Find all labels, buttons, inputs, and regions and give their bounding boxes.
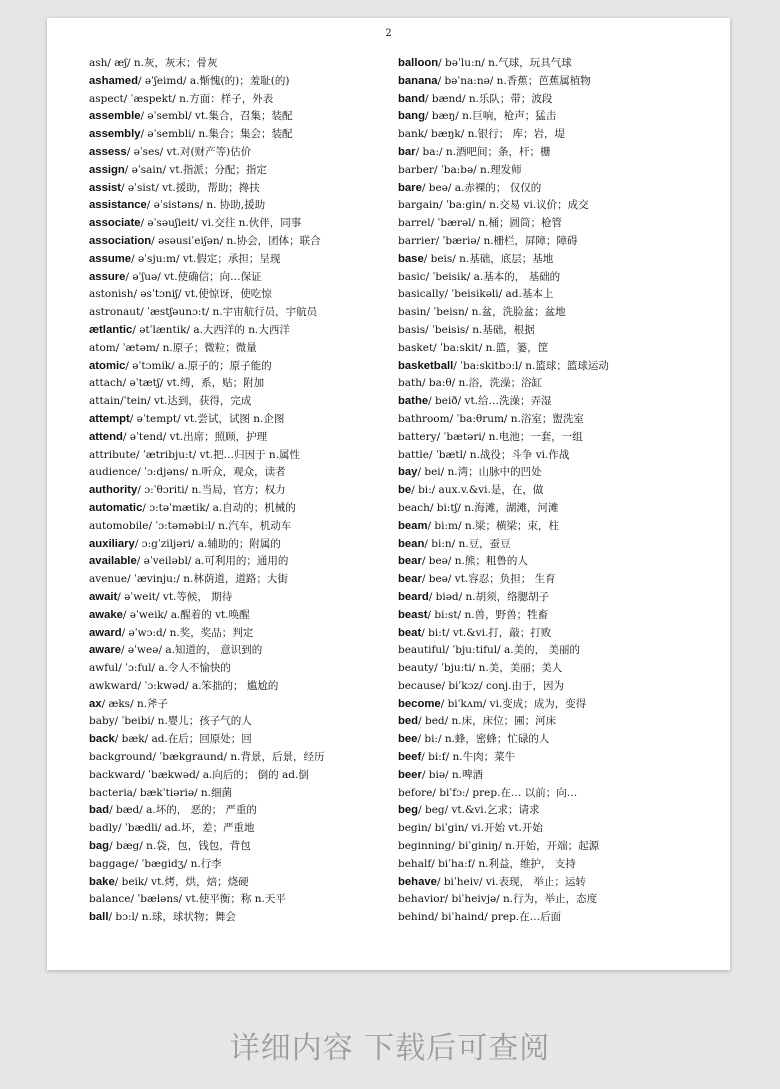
vocab-definition: / beið/ vt.给…洗澡；弄湿	[428, 395, 552, 408]
vocab-definition: / bi:st/ n.兽，野兽；牲畜	[427, 608, 549, 621]
vocab-entry	[398, 820, 718, 838]
vocab-definition: / bi:m/ n.梁；横梁；束，柱	[427, 519, 559, 532]
vocab-entry	[398, 464, 718, 482]
vocab-word: assistance	[89, 199, 147, 212]
vocab-word: assemble	[89, 110, 141, 123]
vocab-definition: / beg/ vt.&vi.乞求；请求	[418, 804, 540, 817]
vocab-definition: / əˈtempt/ vt.尝试，试图 n.企图	[129, 412, 285, 425]
vocab-entry	[89, 162, 389, 180]
vocab-entry	[398, 500, 718, 518]
vocab-word: assess	[89, 145, 127, 158]
vocab-entry	[398, 411, 718, 429]
vocab-word: behavior	[398, 893, 445, 906]
vocab-entry	[89, 802, 389, 820]
vocab-entry	[398, 731, 718, 749]
vocab-entry	[89, 696, 389, 714]
vocab-word: beer	[398, 768, 422, 781]
vocab-definition: / ˈbæləns/ vt.使平衡；称 n.天平	[130, 893, 286, 906]
vocab-entry	[89, 642, 389, 660]
vocab-word: behind	[398, 911, 435, 924]
vocab-entry	[398, 785, 718, 803]
vocab-word: bean	[398, 537, 425, 550]
vocab-word: assist	[89, 181, 122, 194]
vocab-word: astonish	[89, 288, 134, 301]
vocab-word: ash	[89, 57, 108, 69]
vocab-entry	[398, 749, 718, 767]
vocab-word: beach	[398, 501, 430, 514]
vocab-word: backward	[89, 768, 142, 781]
vocab-entry	[398, 393, 718, 411]
vocab-entry	[398, 518, 718, 536]
vocab-definition: / ˈɔ:kwəd/ a.笨拙的； 尴尬的	[137, 679, 279, 692]
vocab-word: award	[89, 626, 122, 639]
vocab-definition: / ɔ:ˈθɔriti/ n.当局，官方；权力	[137, 484, 286, 497]
vocab-word: beauty	[398, 662, 435, 675]
vocab-definition: / biˈhaind/ prep.在…后面	[434, 911, 562, 924]
vocab-entry	[89, 536, 389, 554]
vocab-definition: / bækˈtiəriə/ n.细菌	[132, 786, 233, 799]
vocab-word: await	[89, 590, 118, 603]
vocab-word: badly	[89, 822, 118, 835]
vocab-entry	[89, 874, 389, 892]
vocab-definition: / biˈheiv/ vi.表现， 举止；运转	[436, 875, 586, 888]
vocab-entry	[398, 73, 718, 91]
vocab-definition: / bəˈlu:n/ n.气球，玩具气球	[438, 57, 572, 69]
vocab-entry	[89, 180, 389, 198]
vocab-entry	[398, 55, 718, 73]
vocab-entry	[89, 785, 389, 803]
vocab-definition: / æʃ/ n.灰，灰末；骨灰	[107, 57, 218, 69]
vocab-word: battle	[398, 448, 429, 461]
vocab-definition: / əˈveiləbl/ a.可利用的；通用的	[136, 555, 289, 568]
vocab-word: attach	[89, 377, 123, 390]
vocab-entry	[398, 678, 718, 696]
vocab-word: become	[398, 697, 441, 710]
vocab-definition: / əsˈtɔniʃ/ vt.使惊讶，使吃惊	[133, 288, 272, 301]
vocab-word: balance	[89, 893, 131, 906]
vocab-definition: / ˈæstʃəunɔ:t/ n.宇宙航行员，宇航员	[140, 306, 318, 319]
vocab-definition: / əˈtɔmik/ a.原子的；原子能的	[125, 359, 272, 372]
vocab-entry	[89, 144, 389, 162]
vocab-entry	[398, 358, 718, 376]
vocab-definition: / ˈba:bə/ n.理发师	[433, 163, 522, 176]
vocab-entry	[89, 447, 389, 465]
vocab-definition: / bi:tʃ/ n.海滩，湖滩，河滩	[429, 501, 559, 514]
vocab-definition: / biˈkɔz/ conj.由于，因为	[441, 679, 565, 692]
vocab-definition: / bi:f/ n.牛肉；菜牛	[421, 751, 516, 764]
vocab-word: beast	[398, 608, 428, 621]
vocab-word: assembly	[89, 128, 141, 141]
vocab-entry	[89, 607, 389, 625]
vocab-definition: / biˈgin/ vi.开始 vt.开始	[427, 822, 543, 835]
vocab-definition: / bi:/ n.蜂，密蜂；忙碌的人	[417, 733, 550, 746]
vocab-definition: / beik/ vt.烤，烘，焙；烧硬	[114, 875, 249, 888]
vocab-entry	[398, 589, 718, 607]
vocab-definition: / ˈbæriə/ n.栅栏，屏障；障碍	[435, 234, 578, 247]
vocab-definition: / ˈɔ:ful/ a.令人不愉快的	[118, 662, 231, 675]
vocab-word: awful	[89, 662, 119, 675]
vocab-definition: / biəd/ n.胡须，络腮胡子	[428, 590, 550, 603]
vocab-definition: / əˈsju:m/ vt.假定；承担；呈现	[131, 252, 281, 265]
vocab-entry	[398, 625, 718, 643]
vocab-word: barrier	[398, 234, 436, 247]
vocab-definition: / əˈwɔ:d/ n.奖，奖品；判定	[121, 626, 254, 639]
vocab-word: ax	[89, 697, 102, 710]
vocab-entry	[398, 144, 718, 162]
vocab-word: bag	[89, 840, 110, 853]
vocab-definition: / ˈætribju:t/ vt.把…归因于 n.属性	[136, 448, 301, 461]
vocab-entry	[398, 180, 718, 198]
vocab-word: begin	[398, 822, 428, 835]
vocab-entry	[89, 678, 389, 696]
vocab-word: avenue	[89, 573, 128, 586]
vocab-word: behalf	[398, 857, 432, 870]
vocab-entry	[89, 589, 389, 607]
vocab-word: bathroom	[398, 412, 450, 425]
vocab-entry	[89, 286, 389, 304]
vocab-definition: / əˈsistəns/ n. 协助,援助	[146, 199, 266, 212]
vocab-word: bar	[398, 145, 416, 158]
vocab-definition: / ba:θ/ n.浴，洗澡；浴缸	[421, 377, 543, 390]
vocab-definition: / biˈheivjə/ n.行为，举止，态度	[444, 893, 598, 906]
vocab-definition: / əˈweik/ a.醒着的 vt.唤醒	[122, 608, 250, 621]
vocab-definition: / əˈweit/ vt.等候， 期待	[117, 590, 233, 603]
vocab-word: bacteria	[89, 786, 133, 799]
vocab-word: bang	[398, 110, 425, 123]
vocab-word: bargain	[398, 199, 440, 212]
vocab-word: behave	[398, 875, 437, 888]
vocab-word: atom	[89, 341, 116, 354]
vocab-word: beg	[398, 804, 419, 817]
vocab-entry	[398, 304, 718, 322]
vocab-entry	[398, 891, 718, 909]
vocab-definition: / əˈʃeimd/ a.惭愧(的)；羞耻(的)	[137, 74, 290, 87]
vocab-definition: / ˈba:gin/ n.交易 vi.议价；成交	[439, 199, 589, 212]
vocab-word: ashamed	[89, 74, 138, 87]
vocab-entry	[398, 429, 718, 447]
vocab-definition: / beis/ n.基础，底层；基地	[423, 252, 554, 265]
vocab-definition: / ˈbætl/ n.战役；斗争 vi.作战	[429, 448, 570, 461]
vocab-entry	[398, 233, 718, 251]
vocab-definition: / əˈʃuə/ vt.使确信；向…保证	[125, 270, 262, 283]
vocab-word: bake	[89, 875, 115, 888]
vocab-entry	[398, 607, 718, 625]
vocab-entry	[89, 767, 389, 785]
vocab-definition: / əˈsembli/ n.集合；集会；装配	[140, 128, 293, 141]
vocab-entry	[89, 340, 389, 358]
vocab-entry	[89, 251, 389, 269]
vocab-entry	[398, 126, 718, 144]
vocab-word: beat	[398, 626, 422, 639]
vocab-word: ball	[89, 911, 109, 924]
vocab-word: bad	[89, 804, 110, 817]
vocab-entry	[398, 91, 718, 109]
vocab-entry	[89, 891, 389, 909]
vocab-word: baggage	[89, 857, 135, 870]
vocab-definition: / ˈbækgraund/ n.背景，后景，经历	[152, 751, 325, 764]
vocab-definition: / əˈsist/ vt.援助，帮助；搀扶	[121, 181, 260, 194]
vocab-entry	[89, 856, 389, 874]
vocab-word: background	[89, 751, 153, 764]
vocab-definition: / əˈtætʃ/ vt.缚，系，贴；附加	[122, 377, 265, 390]
vocab-entry	[89, 713, 389, 731]
vocab-word: baby	[89, 715, 115, 728]
vocab-definition: / beə/ a.赤裸的； 仅仅的	[421, 181, 542, 194]
vocab-word: basically	[398, 288, 445, 301]
vocab-entry	[89, 393, 389, 411]
vocab-word: association	[89, 234, 152, 247]
vocab-word: barber	[398, 163, 434, 176]
vocab-definition: / ˈɔ:təməbi:l/ n.汽车，机动车	[148, 519, 292, 532]
vocab-word: bed	[398, 715, 419, 728]
vocab-definition: / əˈses/ vt.对(财产等)估价	[126, 145, 252, 158]
vocab-definition: / ba:/ n.酒吧间；条，杆；栅	[415, 145, 551, 158]
vocab-definition: / ˈbeibi/ n.婴儿；孩子气的人	[114, 715, 252, 728]
vocab-word: bay	[398, 466, 418, 479]
vocab-word: bare	[398, 181, 422, 194]
right-column	[398, 55, 718, 927]
vocab-definition: / ˈbætəri/ n.电池；一套，一组	[436, 430, 583, 443]
vocab-definition: / biˈkʌm/ vi.变成；成为，变得	[440, 697, 587, 710]
vocab-word: bee	[398, 733, 418, 746]
vocab-definition: / æks/ n.斧子	[101, 697, 169, 710]
vocab-word: automatic	[89, 501, 143, 514]
vocab-definition: / bɔ:l/ n.球，球状物；舞会	[108, 911, 236, 924]
vocab-word: basin	[398, 306, 427, 319]
vocab-word: barrel	[398, 217, 431, 230]
vocab-entry	[398, 286, 718, 304]
vocab-entry	[89, 197, 389, 215]
vocab-entry	[398, 713, 718, 731]
vocab-definition: / bæŋk/ n.银行； 库；岩，堤	[424, 128, 566, 141]
vocab-entry	[398, 162, 718, 180]
vocab-word: attend	[89, 430, 123, 443]
vocab-definition: / biˈha:f/ n.利益，维护， 支持	[431, 857, 576, 870]
vocab-entry	[398, 269, 718, 287]
vocab-word: banana	[398, 74, 438, 87]
vocab-definition: / bei/ n.湾；山脉中的凹处	[417, 466, 542, 479]
vocab-word: audience	[89, 466, 138, 479]
vocab-entry	[398, 197, 718, 215]
vocab-entry	[89, 322, 389, 340]
vocab-entry	[398, 838, 718, 856]
vocab-entry	[398, 340, 718, 358]
vocab-word: aspect	[89, 92, 124, 105]
vocab-entry	[89, 215, 389, 233]
vocab-word: assign	[89, 163, 125, 176]
vocab-definition: / biə/ n.啤酒	[421, 768, 484, 781]
vocab-entry	[89, 411, 389, 429]
vocab-definition: /ˈtein/ vt.达到，获得，完成	[120, 395, 252, 408]
vocab-entry	[398, 482, 718, 500]
vocab-entry	[89, 820, 389, 838]
vocab-entry	[89, 518, 389, 536]
vocab-definition: / əˈsembl/ vt.集合，召集；装配	[140, 110, 293, 123]
vocab-entry	[89, 233, 389, 251]
vocab-word: bath	[398, 377, 422, 390]
vocab-definition: / ətˈlæntik/ a.大西洋的 n.大西洋	[132, 323, 290, 336]
vocab-word: basic	[398, 270, 426, 283]
vocab-word: because	[398, 679, 442, 692]
vocab-entry	[89, 482, 389, 500]
vocab-definition: / əsəusiˈeiʃən/ n.协会，团体；联合	[151, 234, 321, 247]
vocab-word: basketball	[398, 359, 454, 372]
vocab-definition: / əˈsəuʃieit/ vi.交往 n.伙伴，同事	[140, 217, 302, 230]
vocab-entry	[398, 251, 718, 269]
vocab-word: associate	[89, 217, 141, 230]
vocab-entry	[398, 802, 718, 820]
vocab-word: base	[398, 252, 424, 265]
vocab-word: aware	[89, 644, 122, 657]
vocab-definition: / ˈba:skitbɔ:l/ n.篮球；篮球运动	[453, 359, 609, 372]
vocab-definition: / bæg/ n.袋，包，钱包，背包	[109, 840, 251, 853]
vocab-definition: / bi:n/ n.豆，蚕豆	[424, 537, 511, 550]
vocab-entry	[89, 553, 389, 571]
vocab-word: astronaut	[89, 306, 141, 319]
vocab-definition: / ˈɔ:djəns/ n.听众，观众，读者	[137, 466, 286, 479]
vocab-entry	[398, 856, 718, 874]
vocab-word: attempt	[89, 412, 130, 425]
vocab-definition: / ˈba:skit/ n.篮，篓，筐	[433, 341, 549, 354]
vocab-word: band	[398, 92, 425, 105]
vocab-entry	[398, 660, 718, 678]
vocab-definition: / bed/ n.床，床位；圃；河床	[418, 715, 557, 728]
vocab-entry	[398, 375, 718, 393]
vocab-word: attain	[89, 395, 121, 408]
vocab-definition: / ɔ:təˈmætik/ a.自动的；机械的	[142, 501, 296, 514]
vocab-definition: / bæd/ a.坏的， 恶的； 严重的	[109, 804, 257, 817]
vocab-entry	[398, 874, 718, 892]
vocab-entry	[89, 429, 389, 447]
vocab-definition: / əˈtend/ vt.出席；照顾，护理	[122, 430, 268, 443]
vocab-definition: / bi:/ aux.v.&vi.是，在，做	[411, 484, 544, 497]
footer-caption: 详细内容 下载后可查阅	[229, 1031, 551, 1066]
vocab-word: authority	[89, 484, 138, 497]
vocab-word: awkward	[89, 679, 138, 692]
vocab-definition: / biˈfɔ:/ prep.在… 以前；向…	[432, 786, 578, 799]
vocab-entry	[89, 838, 389, 856]
vocab-entry	[398, 571, 718, 589]
vocab-word: awake	[89, 608, 123, 621]
vocab-entry	[89, 500, 389, 518]
vocab-definition: / ˈbægidʒ/ n.行李	[134, 857, 222, 870]
vocab-definition: / bæk/ ad.在后；回原处；回	[114, 733, 252, 746]
vocab-word: automobile	[89, 519, 149, 532]
vocab-entry	[89, 126, 389, 144]
vocab-definition: / ˈbeisikəli/ ad.基本上	[444, 288, 554, 301]
vocab-definition: / ˈbærəl/ n.桶；圆筒；枪管	[430, 217, 563, 230]
vocab-entry	[398, 767, 718, 785]
vocab-entry	[89, 464, 389, 482]
vocab-definition: / ˈætəm/ n.原子；微粒；微量	[115, 341, 257, 354]
vocab-entry	[89, 108, 389, 126]
vocab-word: be	[398, 484, 412, 497]
vocab-entry	[89, 304, 389, 322]
page-number: 2	[385, 28, 392, 39]
vocab-definition: / ˈævinju:/ n.林荫道，道路；大街	[127, 573, 288, 586]
vocab-entry	[398, 536, 718, 554]
vocab-word: battery	[398, 430, 437, 443]
vocab-word: auxiliary	[89, 537, 135, 550]
vocab-word: basis	[398, 323, 426, 336]
vocab-definition: / ˈbeisn/ n.盆，洗脸盆；盆地	[426, 306, 566, 319]
vocab-definition: / ɔ:gˈziljəri/ a.辅助的；附属的	[134, 537, 281, 550]
vocab-entry	[398, 696, 718, 714]
vocab-word: available	[89, 555, 137, 568]
vocab-word: basket	[398, 341, 434, 354]
document-page	[47, 18, 730, 970]
vocab-entry	[89, 358, 389, 376]
vocab-entry	[89, 55, 389, 73]
vocab-entry	[398, 909, 718, 927]
vocab-definition: / beə/ n.熊；粗鲁的人	[421, 555, 528, 568]
vocab-definition: / bi:t/ vt.&vi.打，敲；打败	[421, 626, 552, 639]
vocab-definition: / ˈbju:tiful/ a.美的， 美丽的	[445, 644, 580, 657]
vocab-entry	[398, 108, 718, 126]
vocab-word: before	[398, 786, 433, 799]
vocab-word: assure	[89, 270, 126, 283]
vocab-entry	[89, 660, 389, 678]
vocab-definition: / ˈbædli/ ad.坏，差；严重地	[118, 822, 255, 835]
vocab-definition: / ˈæspekt/ n.方面：样子，外表	[123, 92, 274, 105]
vocab-definition: / ˈbeisis/ n.基础，根据	[425, 323, 535, 336]
vocab-word: bathe	[398, 395, 429, 408]
vocab-definition: / bænd/ n.乐队；带；波段	[425, 92, 553, 105]
vocab-entry	[398, 447, 718, 465]
vocab-word: ætlantic	[89, 323, 133, 336]
vocab-word: bear	[398, 555, 422, 568]
vocab-word: beam	[398, 519, 428, 532]
vocab-word: beautiful	[398, 644, 446, 657]
vocab-entry	[89, 269, 389, 287]
vocab-entry	[89, 909, 389, 927]
vocab-definition: / ˈbju:ti/ n.美，美丽；美人	[434, 662, 563, 675]
vocab-word: beef	[398, 751, 422, 764]
vocab-entry	[398, 642, 718, 660]
vocab-word: attribute	[89, 448, 136, 461]
vocab-word: atomic	[89, 359, 126, 372]
vocab-entry	[89, 73, 389, 91]
vocab-word: bear	[398, 573, 422, 586]
vocab-definition: / ˈba:θrum/ n.浴室；盥洗室	[449, 412, 584, 425]
vocab-definition: / biˈginiŋ/ n.开始，开端；起源	[451, 840, 600, 853]
vocab-definition: / bəˈna:nə/ n.香蕉；芭蕉属植物	[437, 74, 591, 87]
vocab-word: bank	[398, 128, 425, 141]
vocab-word: beginning	[398, 840, 452, 853]
vocab-entry	[89, 91, 389, 109]
vocab-entry	[89, 731, 389, 749]
vocab-entry	[398, 553, 718, 571]
vocab-entry	[89, 749, 389, 767]
vocab-entry	[398, 215, 718, 233]
vocab-word: back	[89, 733, 115, 746]
vocab-definition: / beə/ vt.容忍；负担； 生育	[421, 573, 556, 586]
vocab-entry	[89, 375, 389, 393]
vocab-word: beard	[398, 590, 429, 603]
vocab-word: balloon	[398, 57, 439, 69]
vocab-entry	[398, 322, 718, 340]
vocab-word: assume	[89, 252, 132, 265]
vocab-entry	[89, 625, 389, 643]
vocab-definition: / ˈbeisik/ a.基本的， 基础的	[425, 270, 561, 283]
vocab-entry	[89, 571, 389, 589]
left-column	[89, 55, 389, 927]
vocab-definition: / bæŋ/ n.巨响，枪声；猛击	[425, 110, 557, 123]
vocab-definition: / əˈsain/ vt.指派；分配；指定	[124, 163, 267, 176]
vocab-definition: / əˈweə/ a.知道的， 意识到的	[121, 644, 263, 657]
vocab-definition: / ˈbækwəd/ a.向后的； 倒的 ad.倒	[141, 768, 309, 781]
